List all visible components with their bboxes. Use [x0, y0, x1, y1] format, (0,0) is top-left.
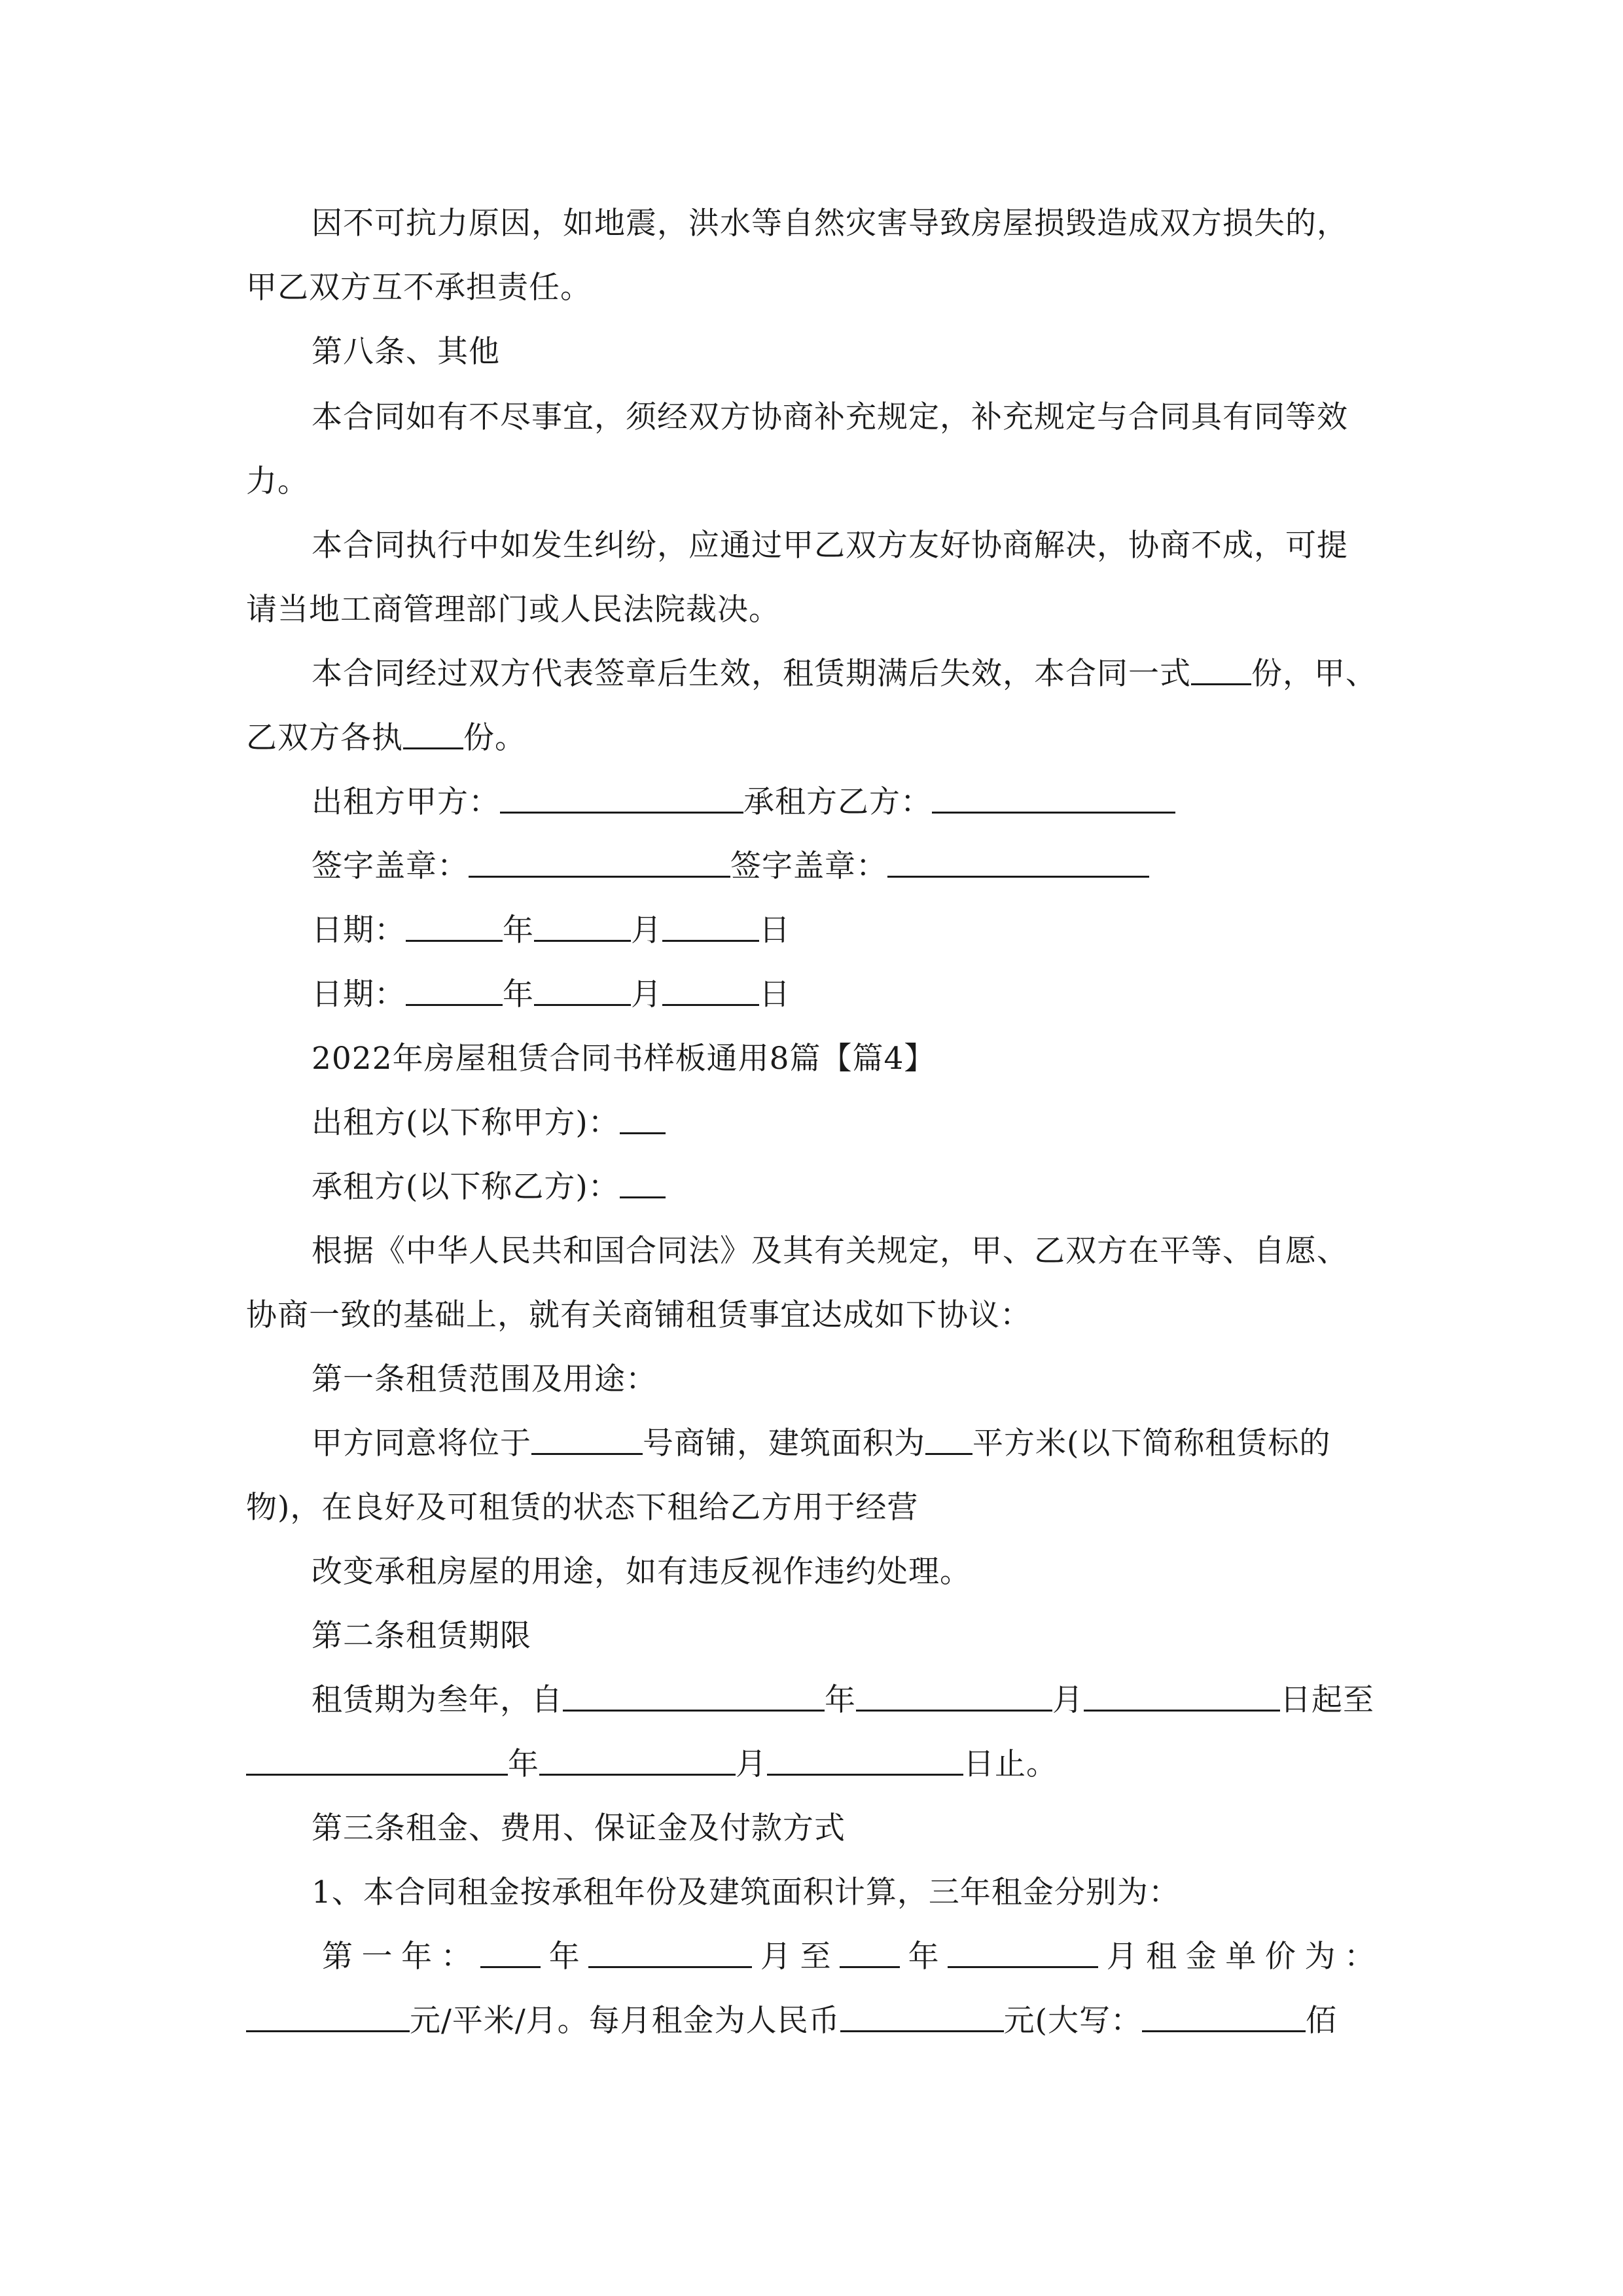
copies-text-b: 份，甲、 — [1251, 656, 1377, 692]
hundred-unit-text: 佰 — [1306, 2003, 1338, 2039]
copies-each-text-b: 份。 — [463, 720, 526, 756]
art2-year-text: 年 — [825, 1682, 856, 1718]
date-year-text: 年 — [503, 912, 534, 948]
art1-text-b: 号商铺，建筑面积为 — [643, 1426, 925, 1462]
paragraph-dispute-line2: 请当地工商管理部门或人民法院裁决。 — [246, 592, 780, 628]
article-2-line1 — [312, 1681, 1374, 1720]
year1-end-month-blank — [948, 1940, 1098, 1968]
signature-seal-line — [312, 847, 1149, 886]
end-day-blank — [767, 1748, 963, 1776]
date-day-text: 日 — [759, 977, 791, 1013]
art1-text-a: 甲方同意将位于 — [312, 1426, 531, 1462]
paragraph-dispute-line1: 本合同执行中如发生纠纷，应通过甲乙双方友好协商解决，协商不成，可提 — [312, 528, 1348, 564]
date-line-1 — [312, 911, 791, 950]
date-month-text: 月 — [631, 912, 662, 948]
lessee-label: 承租方乙方： — [743, 784, 932, 820]
copies-each-text-a: 乙双方各执 — [246, 720, 403, 756]
lessee-party-blank — [620, 1170, 666, 1198]
shop-number-blank — [531, 1427, 643, 1455]
lessor-party-line — [312, 1103, 666, 1143]
article-3-para1: 1、本合同租金按承租年份及建筑面积计算，三年租金分别为： — [312, 1874, 1180, 1910]
end-year-blank — [246, 1748, 508, 1776]
seal-blank-2 — [887, 850, 1149, 878]
uppercase-label: 元(大写： — [1003, 2003, 1143, 2039]
lessee-blank — [932, 785, 1175, 814]
article-1-line2: 物)，在良好及可租赁的状态下租给乙方用于经营 — [246, 1490, 919, 1526]
year1-end-year-blank — [840, 1940, 900, 1968]
paragraph-force-majeure-line1: 因不可抗力原因，如地震，洪水等自然灾害导致房屋损毁造成双方损失的， — [312, 206, 1348, 242]
year1-start-year-blank — [480, 1940, 541, 1968]
date-year-text: 年 — [503, 977, 534, 1013]
art2-day-text: 日起至 — [1280, 1682, 1374, 1718]
area-blank — [925, 1427, 972, 1455]
section-title: 2022年房屋租赁合同书样板通用8篇【篇4】 — [312, 1041, 936, 1077]
art2-month-text: 月 — [1052, 1682, 1084, 1718]
date-label: 日期： — [312, 977, 406, 1013]
art2-end-day-text: 日止。 — [963, 1746, 1058, 1782]
copies-text-a: 本合同经过双方代表签章后生效，租赁期满后失效，本合同一式 — [312, 656, 1191, 692]
article-1-line3: 改变承租房屋的用途，如有违反视作违约处理。 — [312, 1554, 971, 1590]
start-day-blank — [1084, 1683, 1280, 1712]
date-label: 日期： — [312, 912, 406, 948]
heading-article-1: 第一条租赁范围及用途： — [312, 1361, 657, 1397]
art2-end-month-text: 月 — [736, 1746, 767, 1782]
date-line-2 — [312, 975, 791, 1014]
paragraph-copies-line2 — [246, 719, 526, 758]
date-month-text: 月 — [631, 977, 662, 1013]
seal-label-2: 签字盖章： — [730, 848, 887, 884]
article-2-line2 — [246, 1745, 1058, 1784]
heading-article-2: 第二条租赁期限 — [312, 1618, 531, 1654]
date-day-text: 日 — [759, 912, 791, 948]
date-year-blank — [406, 914, 503, 942]
heading-article-3: 第三条租金、费用、保证金及付款方式 — [312, 1810, 846, 1846]
lessor-party-blank — [620, 1106, 666, 1134]
paragraph-supplement-line2: 力。 — [246, 463, 309, 499]
paragraph-force-majeure-line2: 甲乙双方互不承担责任。 — [246, 270, 592, 306]
paragraph-supplement-line1: 本合同如有不尽事宜，须经双方协商补充规定，补充规定与合同具有同等效 — [312, 399, 1348, 435]
start-year-blank — [563, 1683, 825, 1712]
year1-unit-price-label: 月租金单价为： — [1098, 1939, 1376, 1975]
art2-text-a: 租赁期为叁年，自 — [312, 1682, 563, 1718]
signature-parties-line — [312, 783, 1175, 822]
year1-end-year-text: 年 — [900, 1939, 948, 1975]
seal-blank-1 — [469, 850, 730, 878]
article-3-year1-line2 — [246, 2001, 1337, 2041]
seal-label-1: 签字盖章： — [312, 848, 469, 884]
year1-label: 第一年： — [322, 1939, 481, 1975]
intro-line2: 协商一致的基础上，就有关商铺租赁事宜达成如下协议： — [246, 1297, 1031, 1333]
lessor-blank — [500, 785, 743, 814]
monthly-rent-label: 元/平米/月。每月租金为人民币 — [410, 2003, 840, 2039]
copies-each-blank — [403, 721, 463, 749]
date-day-blank — [662, 914, 759, 942]
lessor-label: 出租方甲方： — [312, 784, 500, 820]
copies-total-blank — [1191, 657, 1251, 685]
article-1-line1 — [312, 1424, 1330, 1463]
unit-price-blank — [246, 2004, 410, 2032]
date-year-blank — [406, 978, 503, 1006]
monthly-rent-blank — [840, 2004, 1004, 2032]
lessor-party-label: 出租方(以下称甲方)： — [312, 1105, 620, 1141]
date-month-blank — [534, 914, 631, 942]
year1-start-month-blank — [588, 1940, 752, 1968]
heading-article-8: 第八条、其他 — [312, 334, 500, 370]
year1-year-text: 年 — [541, 1939, 589, 1975]
uppercase-blank — [1142, 2004, 1306, 2032]
lessee-party-label: 承租方(以下称乙方)： — [312, 1169, 620, 1205]
article-3-year1-line1 — [322, 1937, 1376, 1977]
year1-month-to-text: 月至 — [752, 1939, 840, 1975]
intro-line1: 根据《中华人民共和国合同法》及其有关规定，甲、乙双方在平等、自愿、 — [312, 1233, 1348, 1269]
lessee-party-line — [312, 1168, 666, 1207]
art1-text-c: 平方米(以下简称租赁标的 — [972, 1426, 1331, 1462]
date-month-blank — [534, 978, 631, 1006]
end-month-blank — [539, 1748, 736, 1776]
art2-end-year-text: 年 — [508, 1746, 539, 1782]
date-day-blank — [662, 978, 759, 1006]
start-month-blank — [856, 1683, 1052, 1712]
paragraph-copies-line1 — [312, 655, 1377, 694]
